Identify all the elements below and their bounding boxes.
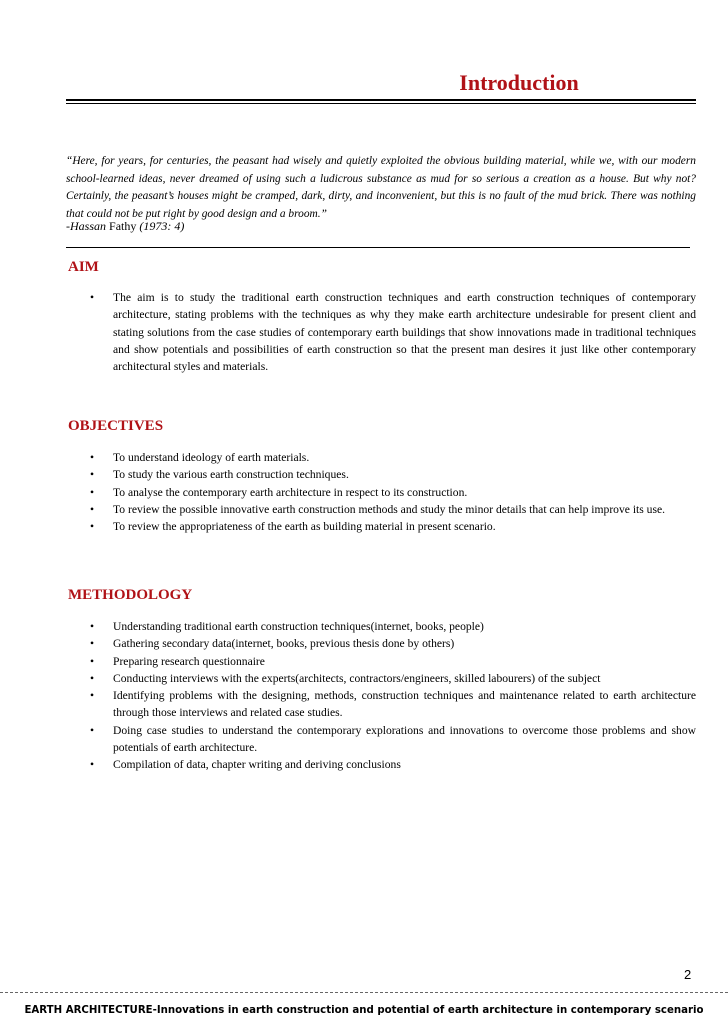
page-title: Introduction [459, 70, 579, 95]
list-item: • To review the appropriateness of the earth as building material in present scenario. [66, 518, 696, 535]
bullet-icon: • [90, 689, 95, 703]
epigraph-quote: “Here, for years, for centuries, the peasant had wisely and quietly exploited the obvious building material, while we, with our modern school-learned ideas, never dreamed of using such a ludicrous substance as mud for so serious a creation as a house. But why not? Certainly, the peasant’s houses might be cramped, dark, dirty, and inconvenient, but this is no fault of the mud brick. There was nothing that could not be put right by good design and a broom.” [66, 155, 696, 220]
footer-divider [0, 992, 728, 993]
aim-list [66, 289, 696, 375]
list-item: • Understanding traditional earth construction techniques(internet, books, people) [66, 618, 696, 635]
author-citation: (1973: 4) [139, 219, 185, 233]
bullet-icon: • [90, 637, 95, 651]
list-item: • To review the possible innovative earth construction methods and study the minor details that can help improve its use. [66, 501, 696, 518]
list-item: • Preparing research questionnaire [66, 653, 696, 670]
objectives-list [66, 449, 696, 535]
list-item: • To understand ideology of earth materials. [66, 449, 696, 466]
author-prefix: -Hassan [66, 219, 107, 233]
list-item: • Identifying problems with the designing, methods, construction techniques and maintenance related to earth architecture through those interviews and related case studies. [90, 689, 696, 720]
bullet-icon: • [90, 671, 95, 685]
title-rule-thick [66, 99, 696, 101]
title-rule-thin [66, 103, 696, 104]
page-number: 2 [684, 967, 692, 982]
bullet-icon: • [90, 520, 95, 534]
bullet-icon: • [90, 451, 95, 464]
bullet-icon: • [90, 723, 95, 737]
list-item: • Compilation of data, chapter writing and deriving conclusions [66, 756, 696, 773]
list-item: • Doing case studies to understand the contemporary explorations and innovations to overcome those problems and show potentials of earth architecture. [90, 723, 696, 755]
list-item: • To analyse the contemporary earth architecture in respect to its construction. [66, 484, 696, 501]
list-item: • Conducting interviews with the experts(architects, contractors/engineers, skilled labourers) of the subject [66, 670, 696, 687]
quote-attribution [66, 219, 184, 234]
methodology-heading: METHODOLOGY [68, 587, 193, 603]
bullet-icon: • [90, 620, 95, 633]
bullet-icon: • [90, 291, 95, 304]
bullet-icon: • [90, 654, 95, 668]
bullet-icon: • [90, 758, 95, 772]
list-item: • The aim is to study the traditional earth construction techniques and earth construction techniques of contemporary architecture, stating problems with the techniques as why they make earth architecture undesirable for present client and stating solutions from the case studies of contemporary earth buildings that show innovations made in traditional techniques and show potentials and possibilities of earth construction so that the present man desires it just like other contemporary architectural styles and materials. [90, 291, 696, 374]
list-item: • Gathering secondary data(internet, books, previous thesis done by others) [66, 635, 696, 652]
methodology-list [66, 618, 696, 774]
page-footer: EARTH ARCHITECTURE-Innovations in earth construction and potential of earth architecture in contemporary scenario [24, 1005, 704, 1016]
aim-heading: AIM [68, 259, 99, 275]
objectives-heading: OBJECTIVES [68, 418, 164, 434]
bullet-icon: • [90, 468, 95, 482]
section-divider [66, 247, 690, 248]
author-name: Fathy [106, 219, 140, 233]
list-item: • To study the various earth construction techniques. [66, 466, 696, 483]
bullet-icon: • [90, 502, 95, 516]
bullet-icon: • [90, 485, 95, 499]
